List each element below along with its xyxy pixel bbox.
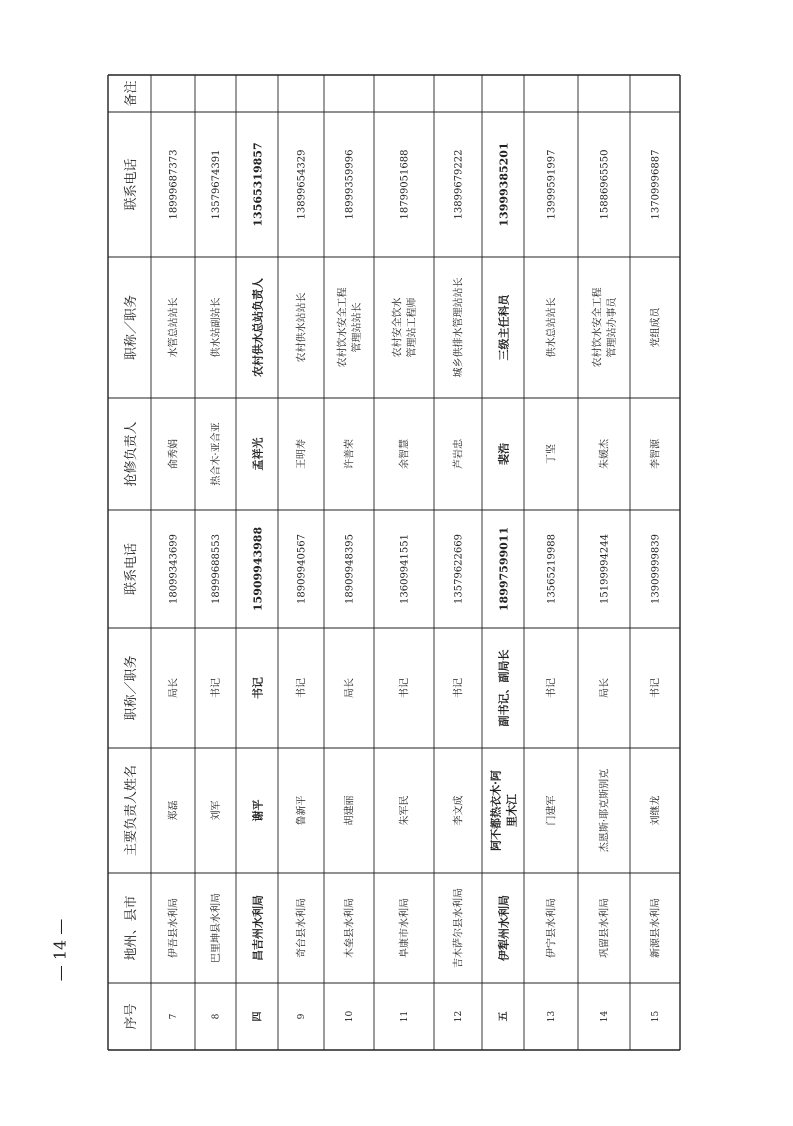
table-cell-text: 13 xyxy=(547,1010,557,1023)
table-cell-text: 城乡供排水管理站站长 xyxy=(453,277,465,378)
table-cell xyxy=(169,1013,179,1019)
table-cell-text: 伊宁县水利局 xyxy=(546,898,558,958)
table-cell xyxy=(251,895,265,961)
table-cell xyxy=(454,150,465,220)
table-cell xyxy=(400,1011,410,1022)
table-cell xyxy=(209,298,222,358)
table-cell xyxy=(209,422,222,485)
table-cell xyxy=(649,796,662,826)
table-cell-text: 党组成员 xyxy=(650,307,662,348)
table-cell-text: 局长 xyxy=(344,678,356,698)
header-cell-text: 抢修负责人 xyxy=(124,421,139,487)
header-cell-text: 序号 xyxy=(124,1003,139,1030)
table-cell-text: 13609941551 xyxy=(399,534,411,604)
table-cell xyxy=(168,678,180,698)
table-cell xyxy=(252,142,265,226)
header-cell-text: 职称／职务 xyxy=(124,294,139,361)
table-cell-text: 热合木·亚合亚 xyxy=(211,422,222,486)
table-cell-text: 14 xyxy=(600,1010,610,1023)
table-cell-text: 鲁新平 xyxy=(296,795,308,826)
table-cell-text: 郑磊 xyxy=(168,800,180,821)
table-cell-text: 供水总站站长 xyxy=(546,297,558,358)
table-cell xyxy=(498,1012,510,1022)
table-cell-text: 13999385201 xyxy=(497,142,511,227)
table-cell-text: 供水站副站长 xyxy=(211,297,222,358)
table-cell-text: 书记 xyxy=(296,678,308,698)
table-cell-text: 农村饮水安全工程 xyxy=(337,287,349,368)
table-cell xyxy=(600,1011,610,1023)
table-cell xyxy=(251,677,265,699)
table-cell-text: 副书记、副局长 xyxy=(497,649,511,727)
table-cell xyxy=(251,278,265,377)
table-cell xyxy=(497,443,511,465)
table-cell-text: 18909940567 xyxy=(296,534,308,604)
table-cell-text: 管理站站长 xyxy=(351,302,363,353)
table-cell-text: 刘继龙 xyxy=(650,795,662,826)
table-cell-text: 书记 xyxy=(251,677,265,699)
table-cell xyxy=(167,298,180,358)
header-cell-text: 职称／职务 xyxy=(124,655,139,721)
table-cell-text: 书记 xyxy=(650,678,662,698)
table-cell xyxy=(169,150,180,220)
header-cell xyxy=(123,421,139,486)
header-cell xyxy=(123,158,139,210)
table-cell xyxy=(212,1013,222,1019)
header-cell xyxy=(123,765,139,856)
table-cell-text: 15909943988 xyxy=(251,526,265,612)
table-cell xyxy=(167,439,180,469)
table-cell xyxy=(600,534,611,604)
table-cell xyxy=(598,769,611,852)
table-cell xyxy=(545,298,558,358)
table-cell-text: 丁坚 xyxy=(546,444,558,464)
table-cell xyxy=(345,150,356,220)
table-cell xyxy=(452,796,465,826)
table-cell xyxy=(295,898,308,958)
table-cell-text: 里木江 xyxy=(505,794,519,827)
table-cell-text: 吉木萨尔县水利局 xyxy=(453,888,465,968)
table-cell-text: 余智慧 xyxy=(399,439,411,469)
table-cell-text: 书记 xyxy=(453,678,465,698)
table-cell-text: 13565319857 xyxy=(251,142,265,227)
table-cell xyxy=(398,678,411,698)
table-cell xyxy=(297,534,308,604)
table-cell xyxy=(545,898,558,958)
table-cell-text: 15886965550 xyxy=(599,149,611,220)
page-number-text: — 14 — xyxy=(50,918,70,982)
table-cell-text: 三级主任科员 xyxy=(497,294,511,361)
header-cell-text: 备注 xyxy=(124,80,139,107)
table-cell xyxy=(649,307,662,348)
table-cell-text: 13579622669 xyxy=(453,534,465,604)
table-cell xyxy=(454,534,465,604)
table-cell xyxy=(335,288,363,368)
table-cell xyxy=(452,888,465,968)
table-cell-text: 农村安全饮水 xyxy=(392,297,404,358)
table-cell xyxy=(452,678,465,698)
table-cell-text: 李文成 xyxy=(453,795,465,826)
table-cell-text: 书记 xyxy=(546,678,558,698)
table-cell xyxy=(211,150,222,220)
table-cell-text: 孟祥光 xyxy=(251,437,265,471)
header-cell xyxy=(124,295,139,360)
table-cell xyxy=(400,150,411,220)
table-cell-text: 12 xyxy=(454,1010,464,1023)
table-cell-text: 四 xyxy=(252,1011,264,1022)
table-cell-text: 李智源 xyxy=(650,439,662,469)
table-cell-text: 书记 xyxy=(399,678,411,698)
table-cell xyxy=(295,796,308,826)
table-cell-text: 8 xyxy=(211,1013,222,1020)
table-cell xyxy=(400,534,411,604)
table-cell xyxy=(545,796,558,826)
table-cell xyxy=(344,678,356,698)
table-cell xyxy=(251,438,265,471)
table-cell-text: 门建军 xyxy=(546,795,558,826)
table-cell-text: 13999591997 xyxy=(546,149,558,220)
header-cell-text: 地州、县市 xyxy=(124,895,139,961)
table-cell xyxy=(649,438,662,469)
table-cell xyxy=(297,1013,307,1019)
table-cell xyxy=(649,678,662,698)
table-cell xyxy=(251,800,265,822)
table-cell-text: 刘军 xyxy=(211,800,222,821)
table-cell xyxy=(498,142,511,226)
header-cell xyxy=(124,655,139,720)
table-cell xyxy=(598,438,611,469)
table-cell xyxy=(454,1011,464,1022)
table-cell xyxy=(252,527,265,612)
table-cell xyxy=(649,898,662,958)
header-cell xyxy=(123,543,139,595)
table-cell-text: 15 xyxy=(651,1010,661,1023)
table-cell xyxy=(390,298,418,358)
table-cell-text: 局长 xyxy=(599,678,611,698)
table-cell xyxy=(452,438,465,469)
table-cell-text: 13709996887 xyxy=(650,149,662,220)
table-cell-text: 18999687373 xyxy=(168,149,180,220)
table-cell-text: 13579674391 xyxy=(211,149,222,220)
table-cell xyxy=(295,439,308,469)
table-cell-text: 管理站工程师 xyxy=(406,297,418,358)
table-cell xyxy=(345,534,356,604)
table-cell-text: 13899654329 xyxy=(296,149,308,220)
table-grid xyxy=(108,75,680,1050)
table-cell xyxy=(497,895,511,961)
table-cell-text: 水管总站站长 xyxy=(168,297,180,358)
page-number xyxy=(51,919,70,982)
table-cell xyxy=(547,534,558,604)
table-cell-text: 杰恩斯·耶克斯别克 xyxy=(599,768,611,853)
table-cell-text: 11 xyxy=(400,1010,410,1023)
table-cell xyxy=(209,678,222,698)
table-cell-text: 农村饮水安全工程 xyxy=(592,287,604,368)
table-cell-text: 新源县水利局 xyxy=(650,898,662,958)
table-cell xyxy=(547,1011,557,1023)
table-cell-text: 13899679222 xyxy=(453,149,465,220)
table-cell xyxy=(343,796,356,826)
table-cell-text: 阜康市水利局 xyxy=(399,898,411,958)
table-cell xyxy=(209,801,222,821)
table-cell xyxy=(651,150,662,220)
table-cell xyxy=(498,527,511,611)
header-cell-text: 联系电话 xyxy=(124,542,139,596)
table-cell-text: 奇台县水利局 xyxy=(296,898,308,958)
table-cell xyxy=(211,534,222,604)
table-cell-text: 木垒县水利局 xyxy=(344,898,356,958)
table-cell xyxy=(651,1011,661,1023)
table-cell-text: 局长 xyxy=(168,678,180,698)
table-cell xyxy=(489,770,519,851)
table-cell xyxy=(167,898,180,958)
table-cell-text: 农村供水站站长 xyxy=(296,292,308,363)
table-cell xyxy=(209,893,222,963)
table-cell xyxy=(295,678,308,698)
table-cell xyxy=(547,150,558,220)
header-cell-text: 主要负责人姓名 xyxy=(124,764,139,857)
table-cell-text: 7 xyxy=(169,1013,179,1020)
table-cell xyxy=(343,439,356,469)
table-cell-text: 18909948395 xyxy=(344,534,356,604)
table-cell-text: 王明寿 xyxy=(296,439,308,469)
table-cell-text: 18799051688 xyxy=(399,149,411,220)
table-cell-text: 13565219988 xyxy=(546,534,558,604)
table-cell-text: 芦岩忠 xyxy=(453,439,465,469)
table-cell-text: 巴里坤县水利局 xyxy=(211,893,222,963)
table-cell-text: 10 xyxy=(345,1010,355,1023)
table-cell-text: 许善荣 xyxy=(344,439,356,469)
table-cell-text: 18997599011 xyxy=(497,526,511,612)
table-cell xyxy=(398,796,411,826)
table-cell xyxy=(600,150,611,220)
table-cell xyxy=(167,801,180,821)
table-cell xyxy=(590,288,618,368)
table-cell-text: 裴浩 xyxy=(497,443,511,465)
table-cell-text: 伊吾县水利局 xyxy=(168,898,180,958)
table-cell-text: 书记 xyxy=(211,678,222,698)
table-cell-text: 俞秀娟 xyxy=(168,439,180,469)
header-cell xyxy=(123,1003,139,1029)
table-cell xyxy=(345,1011,355,1023)
table-cell-text: 18999688553 xyxy=(211,534,222,604)
table-cell-text: 13909999839 xyxy=(650,534,662,604)
table-cell xyxy=(297,150,308,220)
header-cell xyxy=(124,80,139,106)
table-cell-text: 伊犁州水利局 xyxy=(497,895,511,961)
table-cell-text: 农村供水总站负责人 xyxy=(251,278,265,377)
table-cell-text: 阿不都热衣木·阿 xyxy=(489,770,503,851)
table-cell xyxy=(343,898,356,958)
header-cell xyxy=(123,895,139,960)
header-cell-text: 联系电话 xyxy=(124,158,139,211)
table-cell-text: 朱媛杰 xyxy=(599,439,611,469)
table-cell xyxy=(545,444,558,464)
table-cell xyxy=(169,534,180,604)
table-cell-text: 18099343699 xyxy=(168,534,180,604)
table-cell xyxy=(598,898,611,958)
table-cell xyxy=(252,1012,264,1022)
table-cell-text: 管理站办事员 xyxy=(606,297,618,358)
table-cell xyxy=(599,678,611,698)
table-cell xyxy=(545,678,558,698)
table-cell xyxy=(497,650,511,727)
table-cell-text: 9 xyxy=(297,1013,307,1020)
table-cell-text: 15199994244 xyxy=(599,534,611,604)
table-cell xyxy=(452,278,465,378)
table-cell-text: 五 xyxy=(498,1011,510,1022)
table-cell xyxy=(398,439,411,469)
table-cell-text: 昌吉州水利局 xyxy=(251,895,265,961)
table-cell-text: 谢平 xyxy=(251,799,265,822)
table-cell-text: 朱军民 xyxy=(399,795,411,826)
table-cell-text: 18999359996 xyxy=(344,149,356,220)
table-cell xyxy=(295,293,308,363)
table-cell-text: 胡建丽 xyxy=(344,795,356,826)
table-cell-text: 巩留县水利局 xyxy=(599,898,611,958)
table-cell xyxy=(398,898,411,958)
table-cell xyxy=(497,294,511,361)
table-cell xyxy=(651,534,662,604)
